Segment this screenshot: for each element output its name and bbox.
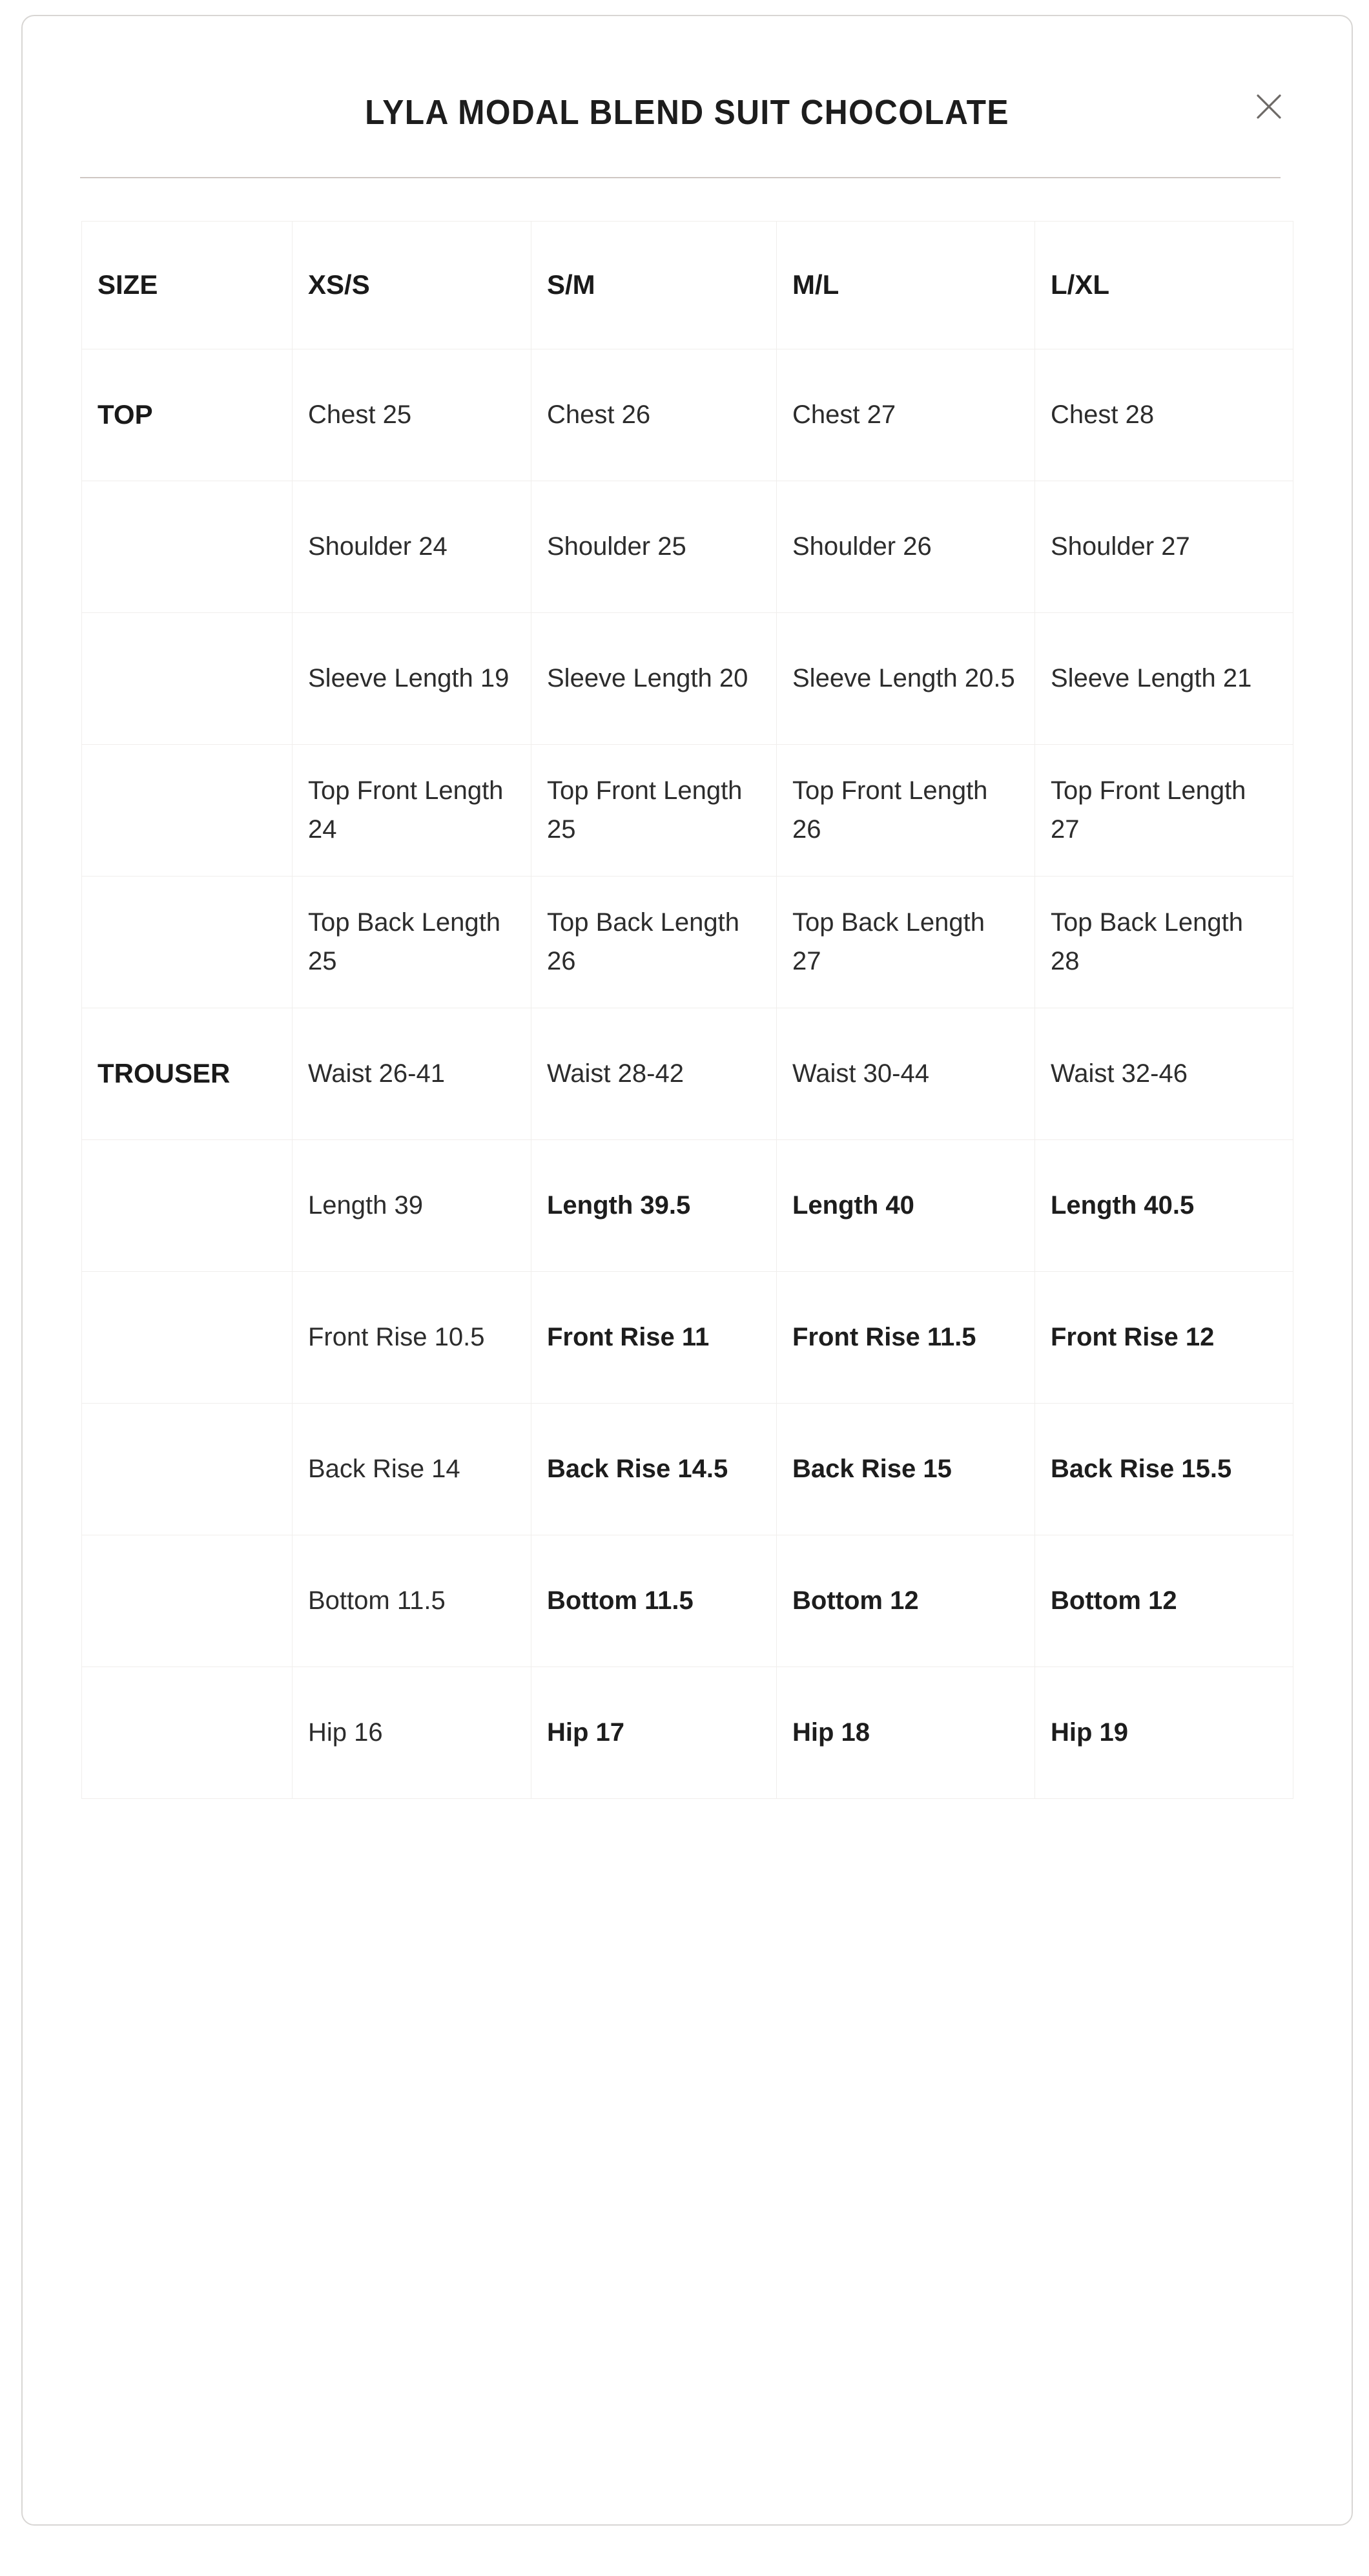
table-cell: Sleeve Length 21 (1035, 613, 1293, 745)
table-cell: Bottom 12 (777, 1535, 1035, 1667)
column-header-m-l: M/L (777, 222, 1035, 349)
table-cell: Waist 32-46 (1035, 1008, 1293, 1140)
table-cell: Shoulder 26 (777, 481, 1035, 613)
column-header-s-m: S/M (531, 222, 777, 349)
table-cell: Top Back Length 26 (531, 877, 777, 1008)
table-row (82, 613, 1293, 745)
table-cell: Shoulder 25 (531, 481, 777, 613)
table-cell: Sleeve Length 19 (293, 613, 531, 745)
table-header-row (82, 222, 1293, 349)
table-body (82, 349, 1293, 1799)
row-label (82, 481, 293, 613)
table-cell: Hip 16 (293, 1667, 531, 1799)
table-cell: Front Rise 11 (531, 1272, 777, 1404)
table-cell: Bottom 11.5 (531, 1535, 777, 1667)
table-cell: Top Front Length 26 (777, 745, 1035, 877)
row-label (82, 1667, 293, 1799)
table-cell: Length 39.5 (531, 1140, 777, 1272)
table-cell: Front Rise 11.5 (777, 1272, 1035, 1404)
table-row (82, 1535, 1293, 1667)
page-title: LYLA MODAL BLEND SUIT CHOCOLATE (365, 93, 1009, 132)
table-cell: Back Rise 14 (293, 1404, 531, 1535)
row-label (82, 1535, 293, 1667)
table-cell: Front Rise 12 (1035, 1272, 1293, 1404)
table-cell: Sleeve Length 20 (531, 613, 777, 745)
row-label (82, 1140, 293, 1272)
column-header-xs-s: XS/S (293, 222, 531, 349)
table-row (82, 1667, 1293, 1799)
table-cell: Back Rise 15 (777, 1404, 1035, 1535)
table-cell: Top Back Length 25 (293, 877, 531, 1008)
table-cell: Length 40.5 (1035, 1140, 1293, 1272)
row-label (82, 745, 293, 877)
size-chart-table-container (81, 221, 1293, 1799)
table-cell: Top Front Length 25 (531, 745, 777, 877)
table-cell: Shoulder 27 (1035, 481, 1293, 613)
table-cell: Waist 26-41 (293, 1008, 531, 1140)
table-cell: Length 40 (777, 1140, 1035, 1272)
table-cell: Bottom 11.5 (293, 1535, 531, 1667)
table-cell: Shoulder 24 (293, 481, 531, 613)
table-cell: Chest 27 (777, 349, 1035, 481)
table-cell: Top Front Length 27 (1035, 745, 1293, 877)
table-cell: Waist 28-42 (531, 1008, 777, 1140)
row-label (82, 1404, 293, 1535)
close-button[interactable] (1248, 86, 1290, 127)
table-cell: Waist 30-44 (777, 1008, 1035, 1140)
table-row (82, 1272, 1293, 1404)
table-cell: Sleeve Length 20.5 (777, 613, 1035, 745)
size-chart-modal (21, 15, 1353, 2526)
table-cell: Chest 26 (531, 349, 777, 481)
title-divider (80, 177, 1281, 178)
table-row (82, 481, 1293, 613)
row-label (82, 1272, 293, 1404)
table-cell: Top Back Length 28 (1035, 877, 1293, 1008)
table-row (82, 349, 1293, 481)
row-label: TROUSER (82, 1008, 293, 1140)
table-cell: Length 39 (293, 1140, 531, 1272)
table-cell: Hip 17 (531, 1667, 777, 1799)
table-cell: Front Rise 10.5 (293, 1272, 531, 1404)
column-header-size: SIZE (82, 222, 293, 349)
table-cell: Chest 28 (1035, 349, 1293, 481)
table-row (82, 1140, 1293, 1272)
table-cell: Hip 18 (777, 1667, 1035, 1799)
row-label (82, 877, 293, 1008)
row-label (82, 613, 293, 745)
table-cell: Top Front Length 24 (293, 745, 531, 877)
table-row (82, 745, 1293, 877)
table-row (82, 877, 1293, 1008)
size-chart-table (81, 221, 1293, 1799)
table-cell: Hip 19 (1035, 1667, 1293, 1799)
row-label: TOP (82, 349, 293, 481)
table-cell: Back Rise 14.5 (531, 1404, 777, 1535)
close-icon (1254, 92, 1284, 121)
table-cell: Chest 25 (293, 349, 531, 481)
table-row (82, 1008, 1293, 1140)
table-cell: Bottom 12 (1035, 1535, 1293, 1667)
table-cell: Back Rise 15.5 (1035, 1404, 1293, 1535)
table-row (82, 1404, 1293, 1535)
table-cell: Top Back Length 27 (777, 877, 1035, 1008)
column-header-l-xl: L/XL (1035, 222, 1293, 349)
